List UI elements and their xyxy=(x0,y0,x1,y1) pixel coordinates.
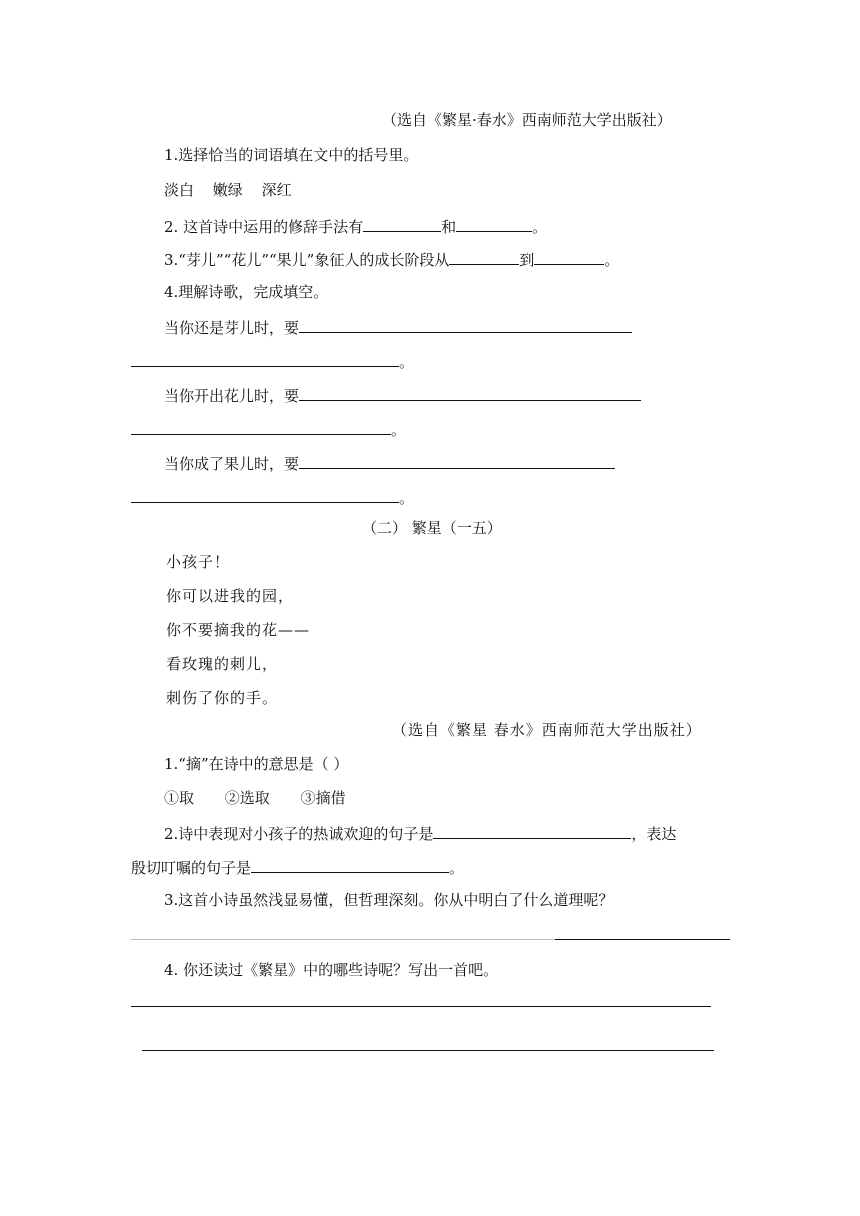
question-2-4: 4. 你还读过《繁星》中的哪些诗呢？写出一首吧。 xyxy=(164,961,499,979)
question-text: 殷切叮嘱的句子是 xyxy=(131,859,252,877)
word-option: 嫩绿 xyxy=(212,181,243,199)
answer-blank[interactable] xyxy=(299,316,632,333)
fill-prompt: 当你开出花儿时，要 xyxy=(164,387,300,405)
fill-line-3-cont xyxy=(131,486,414,508)
section-title: （二） 繁星（一五） xyxy=(362,519,502,537)
question-2-text: 和 xyxy=(441,218,457,236)
question-2-text: 2. 这首诗中运用的修辞手法有 xyxy=(164,218,364,236)
word-option: 深红 xyxy=(261,181,292,199)
question-text: ，表达 xyxy=(631,825,677,843)
period: 。 xyxy=(399,353,415,371)
answer-blank[interactable] xyxy=(456,215,532,232)
answer-blank[interactable] xyxy=(299,452,615,469)
fill-prompt: 当你成了果儿时，要 xyxy=(164,455,300,473)
question-3-text: 3.“芽儿”“花儿”“果儿”象征人的成长阶段从 xyxy=(164,251,450,269)
period: 。 xyxy=(399,489,415,507)
fill-prompt: 当你还是芽儿时，要 xyxy=(164,319,300,337)
answer-line[interactable] xyxy=(131,1006,711,1007)
word-option: 淡白 xyxy=(164,181,195,199)
question-2 xyxy=(164,215,547,237)
answer-line[interactable] xyxy=(555,939,730,940)
fill-line-1 xyxy=(164,316,632,338)
question-1: 1.选择恰当的词语填在文中的括号里。 xyxy=(164,146,419,164)
answer-blank[interactable] xyxy=(131,418,391,435)
answer-blank[interactable] xyxy=(449,248,519,265)
answer-blank[interactable] xyxy=(131,350,399,367)
poem-line: 小孩子！ xyxy=(166,553,231,571)
answer-line[interactable] xyxy=(131,939,555,940)
answer-line[interactable] xyxy=(142,1050,714,1051)
question-2-text: 。 xyxy=(532,218,548,236)
question-3-text: 到 xyxy=(519,251,535,269)
question-3 xyxy=(164,248,619,270)
source-citation: （选自《繁星·春水》西南师范大学出版社） xyxy=(382,111,672,129)
fill-line-1-cont xyxy=(131,350,414,372)
question-text: 2.诗中表现对小孩子的热诚欢迎的句子是 xyxy=(164,825,434,843)
question-4: 4.理解诗歌，完成填空。 xyxy=(164,283,329,301)
answer-blank[interactable] xyxy=(534,248,604,265)
answer-blank[interactable] xyxy=(131,486,399,503)
meaning-option: ②选取 xyxy=(224,789,270,807)
question-2-2 xyxy=(164,822,676,844)
poem-line: 你不要摘我的花—— xyxy=(166,621,311,639)
poem-line: 刺伤了你的手。 xyxy=(166,689,279,707)
period: 。 xyxy=(391,421,407,439)
word-options xyxy=(164,180,292,200)
answer-blank[interactable] xyxy=(433,822,631,839)
question-2-2-cont xyxy=(131,856,464,878)
poem-line: 你可以进我的园， xyxy=(166,587,295,605)
answer-blank[interactable] xyxy=(299,384,641,401)
question-text: 。 xyxy=(449,859,465,877)
meaning-options xyxy=(164,788,346,808)
source-citation-2: （选自《繁星 春水》西南师范大学出版社） xyxy=(392,721,702,739)
fill-line-3 xyxy=(164,452,615,474)
fill-line-2 xyxy=(164,384,641,406)
fill-line-2-cont xyxy=(131,418,406,440)
answer-blank[interactable] xyxy=(363,215,441,232)
answer-blank[interactable] xyxy=(251,856,449,873)
poem-line: 看玫瑰的刺儿， xyxy=(166,655,279,673)
meaning-option: ③摘借 xyxy=(300,789,346,807)
meaning-option: ①取 xyxy=(164,789,195,807)
question-2-1: 1.“摘”在诗中的意思是（ ） xyxy=(164,755,349,773)
question-3-text: 。 xyxy=(604,251,620,269)
question-2-3: 3.这首小诗虽然浅显易懂，但哲理深刻。你从中明白了什么道理呢？ xyxy=(164,891,614,909)
